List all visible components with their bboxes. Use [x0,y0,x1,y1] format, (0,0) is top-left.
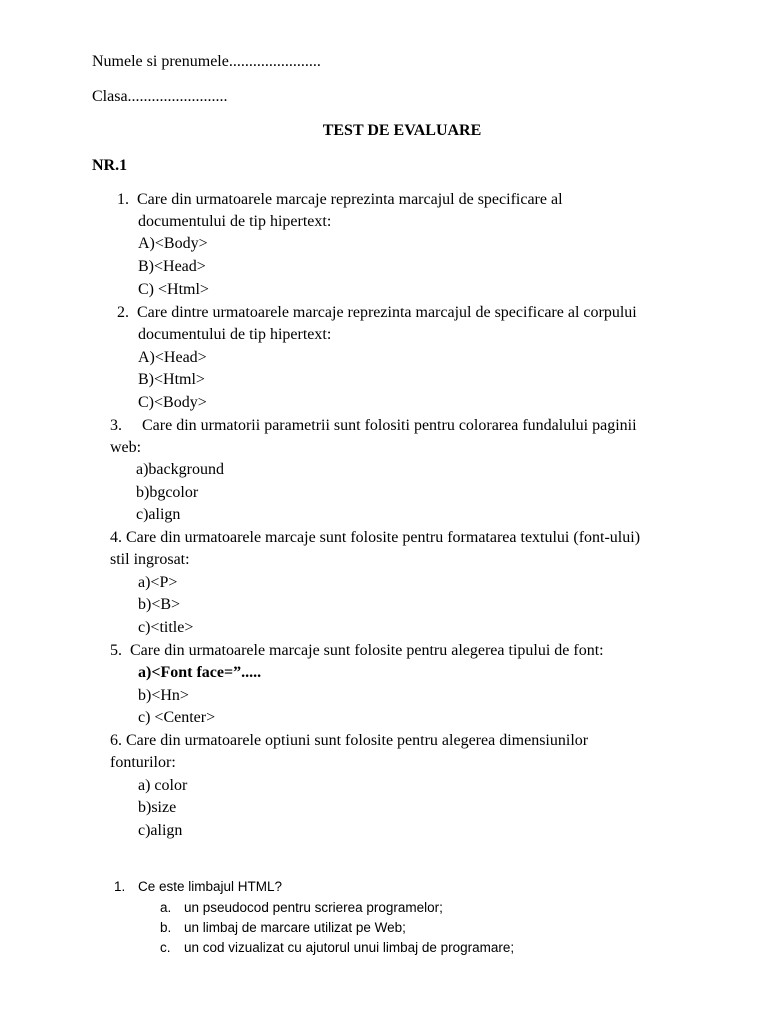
question-5-option-a: a)<Font face=”..... [138,664,262,681]
question-5-option-c: c) <Center> [138,709,216,726]
question-6-option-a: a) color [138,777,188,794]
test-number: NR.1 [92,157,128,174]
question-3-line-2: web: [110,439,142,456]
question-3-option-c: c)align [136,506,181,523]
question-6-line-1: 6. Care din urmatoarele optiuni sunt folosite pentru alegerea dimensiunilor [110,732,589,749]
html-question-text: Ce este limbajul HTML? [138,879,283,894]
html-question-number: 1. [114,879,126,894]
question-2-line-2: documentului de tip hipertext: [138,326,332,343]
html-option-b-text: un limbaj de marcare utilizat pe Web; [184,920,406,935]
question-1-line-1: 1. Care din urmatoarele marcaje reprezinta marcajul de specificare al [117,191,563,208]
question-1-option-b: B)<Head> [138,258,206,275]
question-1-line-2: documentului de tip hipertext: [138,213,332,230]
question-2-option-a: A)<Head> [138,349,207,366]
html-option-c-letter: c. [160,940,171,955]
question-4-line-2: stil ingrosat: [110,551,190,568]
html-option-a-text: un pseudocod pentru scrierea programelor; [184,900,443,915]
question-1-option-c: C) <Html> [138,281,209,298]
question-3-option-a: a)background [136,461,224,478]
name-line: Numele si prenumele....................... [92,53,321,70]
question-6-option-b: b)size [138,799,177,816]
question-6-line-2: fonturilor: [110,754,176,771]
question-2-line-1: 2. Care dintre urmatoarele marcaje reprezinta marcajul de specificare al corpului [117,304,637,321]
question-1-option-a: A)<Body> [138,235,208,252]
html-option-b-letter: b. [160,920,172,935]
question-3-line-1: 3. Care din urmatorii parametrii sunt folositi pentru colorarea fundalului paginii [110,417,637,434]
question-2-option-b: B)<Html> [138,371,205,388]
question-5-option-b: b)<Hn> [138,687,189,704]
html-option-a-letter: a. [160,900,172,915]
question-4-option-a: a)<P> [138,574,178,591]
question-2-option-c: C)<Body> [138,394,207,411]
class-line: Clasa......................... [92,88,228,105]
question-4-line-1: 4. Care din urmatoarele marcaje sunt folosite pentru formatarea textului (font-ului) [110,529,641,546]
test-title: TEST DE EVALUARE [322,122,482,139]
question-4-option-c: c)<title> [138,619,194,636]
question-4-option-b: b)<B> [138,596,181,613]
question-3-option-b: b)bgcolor [136,484,199,501]
question-6-option-c: c)align [138,822,183,839]
html-option-c-text: un cod vizualizat cu ajutorul unui limbaj de programare; [184,940,515,955]
question-5-line-1: 5. Care din urmatoarele marcaje sunt folosite pentru alegerea tipului de font: [110,642,604,659]
